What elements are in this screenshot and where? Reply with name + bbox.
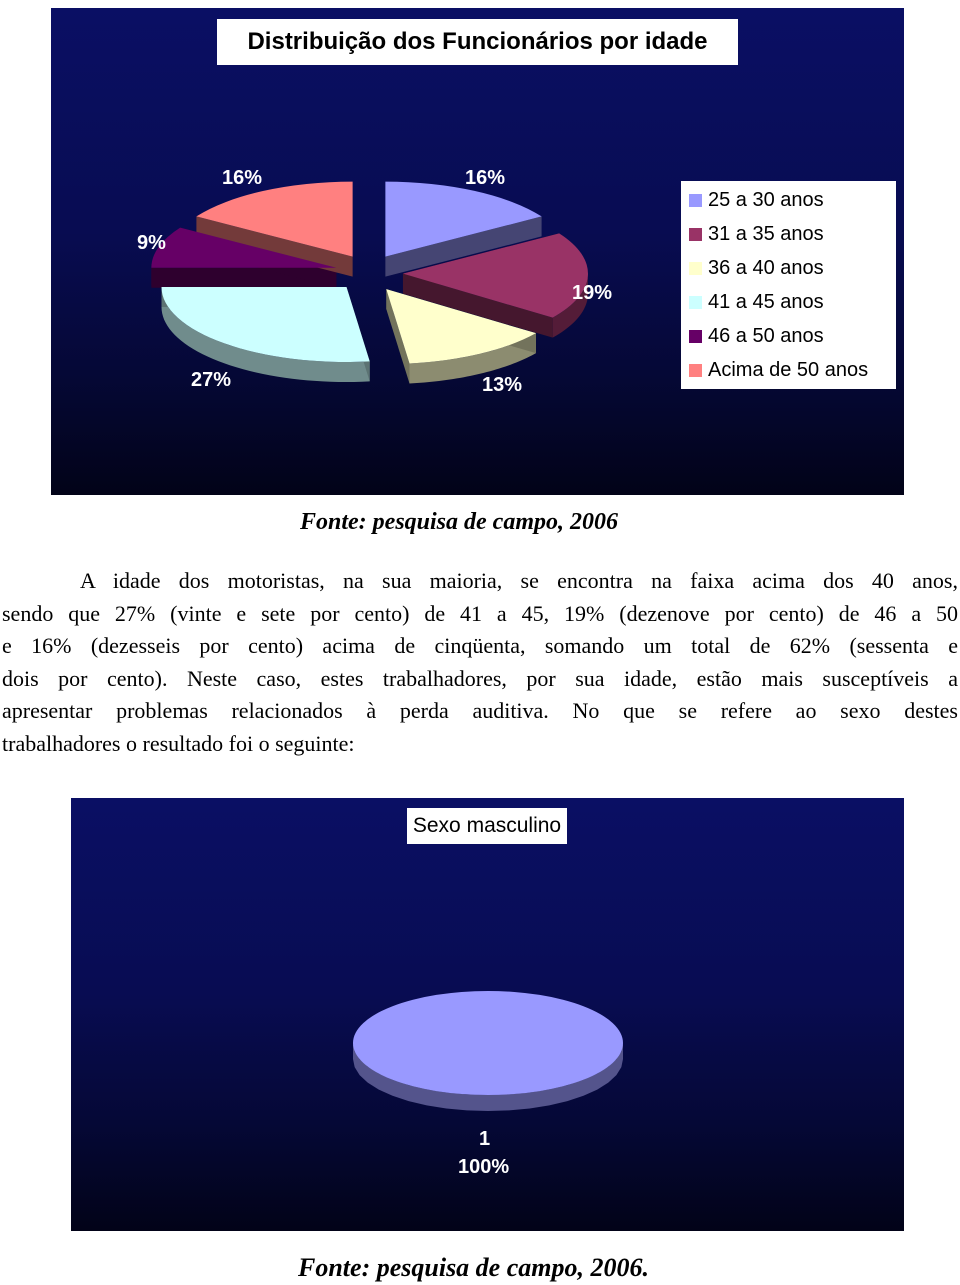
sex-pie-chart — [71, 798, 904, 1231]
paragraph-line: A idade dos motoristas, na sua maioria, se encontra na faixa acima dos 40 anos, — [80, 568, 958, 593]
legend-swatch — [689, 364, 702, 377]
legend-item — [689, 287, 824, 317]
data-label-category: 1 — [479, 1128, 491, 1150]
legend-label: 31 a 35 anos — [708, 223, 824, 245]
legend-label: 25 a 30 anos — [708, 189, 824, 211]
legend-label: 46 a 50 anos — [708, 325, 824, 347]
chart-title: Distribuição dos Funcionários por idade — [217, 19, 738, 65]
legend-label: 36 a 40 anos — [708, 257, 824, 279]
paragraph-line: trabalhadores o resultado foi o seguinte: — [2, 730, 355, 756]
paragraph-line: dois por cento). Neste caso, estes trabalhadores, por sua idade, estão mais susceptíveis a — [2, 665, 958, 691]
legend-item — [689, 355, 868, 385]
data-label-36-40: 13% — [482, 374, 523, 396]
data-label-acima-50: 16% — [222, 167, 263, 189]
legend-item — [689, 185, 824, 215]
pie-slice-41-45 — [162, 287, 370, 362]
data-label-percent: 100% — [458, 1156, 510, 1178]
figure-source-caption: Fonte: pesquisa de campo, 2006. — [298, 1253, 649, 1282]
data-label-25-30: 16% — [465, 167, 506, 189]
paragraph-line: e 16% (dezesseis por cento) acima de cinqüenta, somando um total de 62% (sessenta e — [2, 633, 958, 659]
legend-swatch — [689, 330, 702, 343]
legend-item — [689, 321, 824, 351]
age-pie-chart — [51, 8, 904, 495]
paragraph-line: sendo que 27% (vinte e sete por cento) de 41 a 45, 19% (dezenove por cento) de 46 a 50 — [2, 600, 958, 626]
data-label-31-35: 19% — [572, 282, 613, 304]
chart-legend — [681, 181, 896, 389]
pie-slice-total — [353, 991, 623, 1095]
body-paragraph — [2, 565, 958, 761]
legend-item — [689, 253, 824, 283]
chart-title: Sexo masculino — [407, 808, 567, 844]
legend-swatch — [689, 228, 702, 241]
legend-item — [689, 219, 824, 249]
figure-source-caption: Fonte: pesquisa de campo, 2006 — [300, 509, 618, 535]
paragraph-line: apresentar problemas relacionados à perda auditiva. No que se refere ao sexo destes — [2, 698, 958, 724]
data-label-41-45: 27% — [191, 369, 232, 391]
legend-swatch — [689, 194, 702, 207]
legend-label: Acima de 50 anos — [708, 359, 869, 381]
legend-swatch — [689, 262, 702, 275]
legend-swatch — [689, 296, 702, 309]
data-label-46-50: 9% — [137, 232, 166, 254]
legend-label: 41 a 45 anos — [708, 291, 824, 313]
